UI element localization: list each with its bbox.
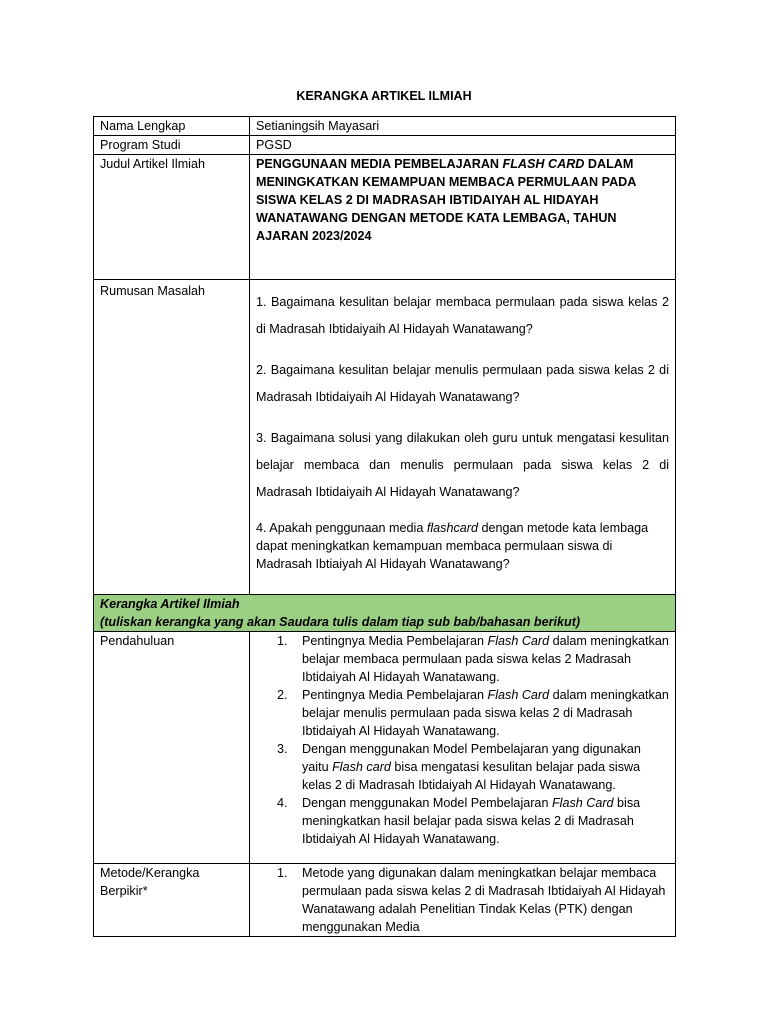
value-metode <box>250 864 676 937</box>
section-note: (tuliskan kerangka yang akan Saudara tulis dalam tiap sub bab/bahasan berikut) <box>100 615 581 629</box>
pendahuluan-item-1 <box>256 632 669 686</box>
label-rumusan-masalah: Rumusan Masalah <box>94 280 250 595</box>
value-pendahuluan <box>250 632 676 864</box>
pendahuluan-item-italic: Flash Card <box>487 634 550 648</box>
pendahuluan-item-text: bisa meningkatkan hasil belajar pada siswa kelas 2 di Madrasah Ibtidaiyah Al Hidayah Wanatawang. <box>302 796 641 846</box>
pendahuluan-item-italic: Flash Card <box>551 796 614 810</box>
row-pendahuluan <box>94 632 676 864</box>
judul-text-italic: FLASH CARD <box>502 157 585 171</box>
value-nama-lengkap: Setianingsih Mayasari <box>250 117 676 136</box>
pendahuluan-item-text: Pentingnya Media Pembelajaran <box>302 688 488 702</box>
label-pendahuluan: Pendahuluan <box>94 632 250 864</box>
section-header <box>94 595 676 632</box>
row-section-header <box>94 595 676 632</box>
label-program-studi: Program Studi <box>94 136 250 155</box>
pendahuluan-item-4 <box>256 794 669 848</box>
q4-text-italic: flashcard <box>426 521 478 535</box>
pendahuluan-item-text: Dengan menggunakan Model Pembelajaran <box>302 796 552 810</box>
metode-list <box>256 864 669 936</box>
value-rumusan-masalah <box>250 280 676 595</box>
row-program-studi <box>94 136 676 155</box>
pendahuluan-item-number: 4. <box>277 796 288 810</box>
q4-text-post: dengan metode kata lembaga dapat meningkatkan kemampuan membaca permulaan siswa di Madrasah Ibtiaiyah Al Hidayah Wanatawang? <box>256 521 649 571</box>
row-metode <box>94 864 676 937</box>
pendahuluan-item-text: dalam meningkatkan belajar membaca permulaan pada siswa kelas 2 Madrasah Ibtidaiyah Al Hidayah Wanatawang. <box>302 634 669 684</box>
pendahuluan-list <box>256 632 669 848</box>
rumusan-question-1: 1. Bagaimana kesulitan belajar membaca permulaan pada siswa kelas 2 di Madrasah Ibtidaiyaih Al Hidayah Wanatawang? <box>256 295 669 336</box>
rumusan-question-2: 2. Bagaimana kesulitan belajar menulis permulaan pada siswa kelas 2 di Madrasah Ibtidaiyaih Al Hidayah Wanatawang? <box>256 363 669 404</box>
row-judul <box>94 155 676 280</box>
label-nama-lengkap: Nama Lengkap <box>94 117 250 136</box>
pendahuluan-item-text: bisa mengatasi kesulitan belajar pada siswa kelas 2 di Madrasah Ibtidaiyah Al Hidayah Wanatawang. <box>302 760 641 792</box>
metode-item-1 <box>256 864 669 936</box>
pendahuluan-item-3 <box>256 740 669 794</box>
row-rumusan-masalah <box>94 280 676 595</box>
value-program-studi: PGSD <box>250 136 676 155</box>
value-judul <box>250 155 676 280</box>
metode-item-number: 1. <box>277 866 288 880</box>
q4-text-pre: 4. Apakah penggunaan media <box>256 521 427 535</box>
rumusan-question-4 <box>256 519 669 573</box>
pendahuluan-item-text: Dengan menggunakan Model Pembelajaran yang digunakan yaitu <box>302 742 641 774</box>
rumusan-question-3: 3. Bagaimana solusi yang dilakukan oleh guru untuk mengatasi kesulitan belajar membaca dan menulis permulaan pada siswa kelas 2 di Madrasah Ibtidaiyaih Al Hidayah Wanatawang? <box>256 431 669 499</box>
pendahuluan-item-text: Pentingnya Media Pembelajaran <box>302 634 488 648</box>
label-judul: Judul Artikel Ilmiah <box>94 155 250 280</box>
label-metode: Metode/Kerangka Berpikir* <box>94 864 250 937</box>
pendahuluan-item-text: dalam meningkatkan belajar menulis permulaan pada siswa kelas 2 di Madrasah Ibtidaiyah Al Hidayah Wanatawang. <box>302 688 669 738</box>
document-title: KERANGKA ARTIKEL ILMIAH <box>296 89 472 103</box>
pendahuluan-item-number: 1. <box>277 634 288 648</box>
pendahuluan-item-number: 2. <box>277 688 288 702</box>
pendahuluan-item-number: 3. <box>277 742 288 756</box>
judul-text-pre: PENGGUNAAN MEDIA PEMBELAJARAN <box>256 157 503 171</box>
pendahuluan-item-italic: Flash card <box>332 760 391 774</box>
pendahuluan-item-italic: Flash Card <box>487 688 550 702</box>
pendahuluan-item-2 <box>256 686 669 740</box>
section-title: Kerangka Artikel Ilmiah <box>100 597 240 611</box>
metode-item-text: Metode yang digunakan dalam meningkatkan belajar membaca permulaan pada siswa kelas 2 di Madrasah Ibtidaiyah Al Hidayah Wanatawang adalah Penelitian Tindak Kelas (PTK) dengan menggunakan Media <box>302 866 666 934</box>
article-framework-table <box>93 116 676 937</box>
row-nama-lengkap <box>94 117 676 136</box>
judul-text-post: DALAM MENINGKATKAN KEMAMPUAN MEMBACA PERMULAAN PADA SISWA KELAS 2 DI MADRASAH IBTIDAIYAH AL HIDAYAH WANATAWANG DENGAN METODE KATA LEMBAGA, TAHUN AJARAN 2023/2024 <box>256 157 636 243</box>
